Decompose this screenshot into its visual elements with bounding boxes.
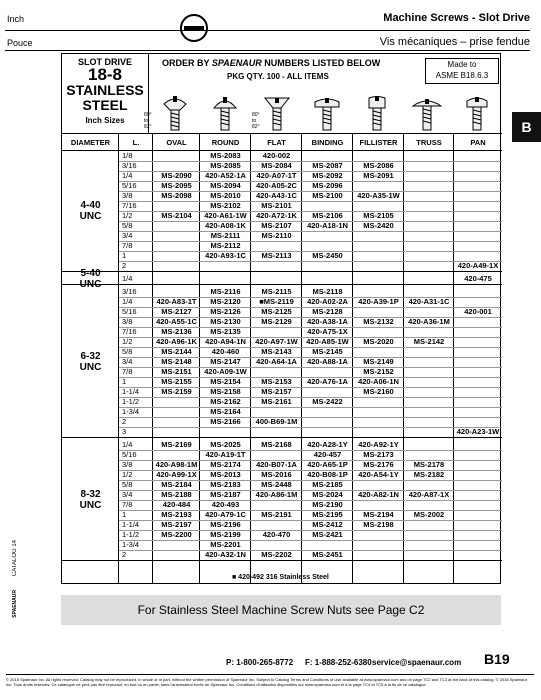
order-instruction: ORDER BY SPAENAUR NUMBERS LISTED BELOW	[162, 58, 381, 68]
part-number-cell: 400-B69-1M	[255, 417, 298, 426]
length-cell: 2	[122, 417, 127, 426]
table-row	[62, 427, 502, 437]
table-row	[62, 181, 502, 191]
part-number-cell: MS-2162	[210, 397, 241, 406]
part-number-cell: 420-484	[162, 500, 191, 509]
length-cell: 5/16	[122, 181, 137, 190]
part-number-cell: MS-2025	[210, 440, 241, 449]
material-label-2: STEEL	[82, 97, 128, 113]
part-number-cell: 420-A55-1C	[156, 317, 197, 326]
part-number-cell: MS-2197	[161, 520, 192, 529]
part-number-cell: MS-2421	[312, 530, 343, 539]
col-diameter: DIAMETER	[70, 138, 111, 147]
length-cell: 7/8	[122, 241, 133, 250]
part-number-cell: MS-2085	[210, 161, 241, 170]
footnote: ■ 420-492 316 Stainless Steel	[232, 574, 329, 581]
col-truss: TRUSS	[416, 138, 442, 147]
product-table	[61, 53, 501, 584]
standard-badge: Made to ASME B18.6.3	[425, 58, 499, 84]
table-row	[62, 367, 502, 377]
table-row	[62, 231, 502, 241]
table-row	[62, 500, 502, 510]
table-row	[62, 397, 502, 407]
grade-label: 18-8	[87, 65, 123, 84]
length-cell: 3	[122, 427, 127, 436]
pan-head-icon	[462, 94, 492, 132]
part-number-cell: MS-2013	[210, 470, 241, 479]
nuts-reference-note: For Stainless Steel Machine Screw Nuts see Page C2	[61, 595, 501, 625]
table-row	[62, 297, 502, 307]
part-number-cell: 420-A94-1N	[205, 337, 246, 346]
part-number-cell: MS-2160	[363, 387, 394, 396]
part-number-cell: MS-2147	[210, 357, 241, 366]
part-number-cell: 420-A79-1C	[205, 510, 246, 519]
table-row	[62, 221, 502, 231]
table-row	[62, 151, 502, 161]
part-number-cell: 420-A35-1W	[357, 191, 400, 200]
part-number-cell: 420-A92-1Y	[358, 440, 399, 449]
part-number-cell: MS-2084	[261, 161, 292, 170]
page-header	[0, 0, 541, 56]
table-row	[62, 261, 502, 271]
part-number-cell: 420-A85-1W	[306, 337, 349, 346]
diameter-label: 8-32 UNC	[79, 489, 102, 511]
material-label-1: STAINLESS	[66, 82, 144, 98]
part-number-cell: MS-2448	[261, 480, 292, 489]
length-cell: 1-3/4	[122, 407, 140, 416]
part-number-cell: MS-2451	[312, 550, 343, 559]
table-row	[62, 274, 502, 284]
phone-number[interactable]: P: 1-800-265-8772	[226, 658, 294, 667]
part-number-cell: MS-2198	[363, 520, 394, 529]
slot-drive-icon	[180, 14, 208, 42]
table-row	[62, 460, 502, 470]
truss-head-icon	[412, 94, 442, 132]
part-number-cell: 420-A97-1W	[255, 337, 298, 346]
oval-angle-label: 80° to 82°	[144, 112, 152, 130]
part-number-cell: 420-A38-1A	[307, 317, 348, 326]
table-row	[62, 211, 502, 221]
table-row	[62, 241, 502, 251]
length-cell: 7/8	[122, 367, 133, 376]
part-number-cell: MS-2154	[210, 377, 241, 386]
part-number-cell: 420-002	[262, 151, 291, 160]
part-number-cell: MS-2107	[261, 221, 292, 230]
table-row	[62, 470, 502, 480]
part-number-cell: 420-A08-1K	[205, 221, 246, 230]
column-header-row	[62, 134, 502, 151]
part-number-cell: 420-A06-1N	[358, 377, 399, 386]
part-number-cell: 420-A76-1A	[307, 377, 348, 386]
part-number-cell: MS-2169	[161, 440, 192, 449]
part-number-cell: MS-2173	[363, 450, 394, 459]
table-row	[62, 337, 502, 347]
part-number-cell: 420-475	[464, 274, 492, 283]
part-number-cell: MS-2083	[210, 151, 241, 160]
part-number-cell: MS-2168	[261, 440, 292, 449]
part-number-cell: MS-2190	[312, 500, 343, 509]
table-row	[62, 480, 502, 490]
header-divider-bottom	[5, 50, 530, 51]
part-number-cell: MS-2200	[161, 530, 192, 539]
page-title-fr: Vis mécaniques – prise fendue	[379, 36, 530, 48]
part-number-cell: MS-2128	[312, 307, 343, 316]
section-tab[interactable]: B	[512, 112, 541, 142]
part-number-cell: 420-A19-1T	[205, 450, 246, 459]
brand-name: SPAENAUR	[211, 58, 262, 68]
part-number-cell: MS-2135	[210, 327, 241, 336]
table-row	[62, 377, 502, 387]
table-row	[62, 417, 502, 427]
part-number-cell: MS-2184	[161, 480, 192, 489]
col-oval: OVAL	[166, 138, 187, 147]
part-number-cell: MS-2193	[161, 510, 192, 519]
length-cell: 1-1/4	[122, 520, 140, 529]
diameter-label: 6-32 UNC	[79, 351, 102, 373]
part-number-cell: MS-2100	[312, 191, 343, 200]
part-number-cell: MS-2420	[363, 221, 394, 230]
part-number-cell: 420-A52-1A	[205, 171, 246, 180]
part-number-cell: MS-2183	[210, 480, 241, 489]
length-cell: 1/4	[122, 297, 133, 306]
part-number-cell: MS-2125	[261, 307, 292, 316]
part-number-cell: MS-2132	[363, 317, 394, 326]
length-cell: 3/8	[122, 191, 133, 200]
part-number-cell: 420-A82-1N	[358, 490, 399, 499]
part-number-cell: 420-A86-1M	[255, 490, 298, 499]
table-row	[62, 327, 502, 337]
oval-head-icon	[160, 94, 190, 132]
part-number-cell: MS-2126	[210, 307, 241, 316]
col-length: L.	[132, 138, 140, 147]
length-cell: 1-3/4	[122, 540, 140, 549]
part-number-cell: 420-493	[211, 500, 240, 509]
length-cell: 1-1/2	[122, 397, 140, 406]
part-number-cell: MS-2101	[261, 201, 292, 210]
part-number-cell: MS-2142	[413, 337, 445, 346]
part-number-cell: MS-2091	[363, 171, 394, 180]
length-cell: 1/4	[122, 171, 133, 180]
length-cell: 1	[122, 251, 127, 260]
pouce-label: Pouce	[7, 38, 33, 48]
col-pan: PAN	[470, 138, 486, 147]
part-number-cell: 420-A83-1T	[156, 297, 197, 306]
part-number-cell: 420-A87-1X	[408, 490, 450, 499]
table-row	[62, 440, 502, 450]
part-number-cell: MS-2161	[261, 397, 292, 406]
length-cell: 1-1/4	[122, 387, 140, 396]
group-separator	[62, 271, 502, 272]
part-number-cell: 420-A36-1M	[408, 317, 450, 326]
part-number-cell: MS-2113	[261, 251, 292, 260]
part-number-cell: MS-2098	[161, 191, 192, 200]
part-number-cell: MS-2185	[312, 480, 343, 489]
length-cell: 1/4	[122, 440, 133, 449]
group-separator	[62, 284, 502, 285]
length-cell: 3/4	[122, 490, 133, 499]
brand-logo: SPAENAUR	[12, 590, 18, 618]
part-number-cell: MS-2120	[210, 297, 241, 306]
part-number-cell: 420-A88-1A	[307, 357, 348, 366]
part-number-cell: 420-A98-1M	[155, 460, 198, 469]
catalog-label: CATALOG 14	[12, 540, 18, 577]
table-row	[62, 530, 502, 540]
length-cell: 2	[122, 550, 127, 559]
table-row	[62, 191, 502, 201]
part-number-cell: 420-A31-1C	[408, 297, 450, 306]
length-cell: 5/16	[122, 307, 137, 316]
inch-label: Inch	[7, 14, 25, 24]
part-number-cell: MS-2412	[312, 520, 343, 529]
length-cell: 7/16	[122, 201, 137, 210]
part-number-cell: MS-2102	[210, 201, 241, 210]
table-row	[62, 387, 502, 397]
part-number-cell: MS-2104	[161, 211, 192, 220]
col-flat: FLAT	[267, 138, 286, 147]
part-number-cell: MS-2199	[210, 530, 241, 539]
part-number-cell: 420-A93-1C	[205, 251, 246, 260]
part-number-cell: MS-2020	[363, 337, 394, 346]
table-row	[62, 347, 502, 357]
copyright-notice: © 2018 Spaenaur Inc. All rights reserved. Catalog may not be reproduced, in whole or in part, without the written permission of Spaenaur Inc. Subject to Catalog Terms and Conditions of Use available at www.spaenaur.com and on page TC2 and TC3 at the back of this catalog. © 2018 Spaenaur Inc. Tous droits réservés. Ce catalogue ne peut pas être reproduit, en tout ou en partie, sans l'autorisation écrite de Spaenaur Inc. Conditions d'utilisation disponibles sur www.spaenaur.com et à la page TC4 et TC5 à la fin de ce catalogue.	[6, 674, 534, 687]
length-cell: 3/16	[122, 161, 137, 170]
part-number-cell: 420-457	[313, 450, 342, 459]
part-number-cell: MS-2149	[363, 357, 394, 366]
diameter-label: 5-40 UNC	[79, 268, 102, 290]
part-number-cell: 420-A18-1N	[307, 221, 348, 230]
part-number-cell: MS-2187	[210, 490, 241, 499]
table-row	[62, 510, 502, 520]
part-number-cell: MS-2196	[210, 520, 241, 529]
slot-drive-label: SLOT DRIVE	[77, 57, 132, 67]
part-number-cell: MS-2115	[261, 287, 292, 296]
length-cell: 7/8	[122, 500, 133, 509]
part-number-cell: 420-470	[262, 530, 291, 539]
part-number-cell: MS-2116	[210, 287, 241, 296]
part-number-cell: 420-A28-1Y	[307, 440, 348, 449]
part-number-cell: 420-A32-1N	[205, 550, 246, 559]
part-number-cell: MS-2144	[161, 347, 192, 356]
part-number-cell: 420-A61-1W	[204, 211, 247, 220]
part-number-cell: 420-A96-1K	[156, 337, 197, 346]
part-number-cell: MS-2151	[161, 367, 192, 376]
part-number-cell: MS-2130	[210, 317, 241, 326]
group-separator	[62, 437, 502, 438]
part-number-cell: MS-2111	[210, 231, 241, 240]
part-number-cell: 420-A49-1X	[457, 261, 499, 270]
diameter-label: 4-40 UNC	[79, 200, 102, 222]
page-number: B19	[484, 651, 510, 667]
table-row	[62, 450, 502, 460]
part-number-cell: MS-2202	[261, 550, 292, 559]
part-number-cell: MS-2191	[261, 510, 292, 519]
table-row	[62, 540, 502, 550]
col-binding: BINDING	[311, 138, 344, 147]
part-number-cell: MS-2174	[210, 460, 241, 469]
part-number-cell: MS-2106	[312, 211, 343, 220]
part-number-cell: MS-2178	[413, 460, 445, 469]
table-row	[62, 287, 502, 297]
length-cell: 3/8	[122, 460, 133, 469]
part-number-cell: MS-2002	[413, 510, 445, 519]
part-number-cell: 420-B08-1P	[307, 470, 348, 479]
table-row	[62, 171, 502, 181]
table-header-box	[62, 54, 502, 134]
part-number-cell: MS-2188	[161, 490, 192, 499]
email-link[interactable]: service@spaenaur.com	[372, 658, 462, 667]
part-number-cell: MS-2092	[312, 171, 343, 180]
length-cell: 2	[122, 261, 127, 270]
part-number-cell: MS-2096	[312, 181, 343, 190]
part-number-cell: MS-2195	[312, 510, 343, 519]
binding-head-icon	[312, 94, 342, 132]
part-number-cell: 420-A43-1C	[256, 191, 297, 200]
length-cell: 1/2	[122, 337, 133, 346]
part-number-cell: MS-2148	[161, 357, 192, 366]
part-number-cell: MS-2118	[312, 287, 343, 296]
part-number-cell: MS-2129	[261, 317, 292, 326]
part-number-cell: MS-2090	[161, 171, 192, 180]
part-number-cell: MS-2450	[312, 251, 343, 260]
part-number-cell: MS-2182	[413, 470, 445, 479]
part-number-cell: MS-2016	[261, 470, 292, 479]
length-cell: 1-1/2	[122, 530, 140, 539]
part-number-cell: 420-A09-1W	[204, 367, 247, 376]
product-title-box	[62, 54, 149, 133]
part-number-cell: MS-2145	[312, 347, 343, 356]
length-cell: 1/4	[122, 274, 133, 283]
part-number-cell: 420-001	[464, 307, 492, 316]
part-number-cell: MS-2153	[261, 377, 292, 386]
part-number-cell: MS-2166	[210, 417, 241, 426]
part-number-cell: MS-2112	[210, 241, 241, 250]
part-number-cell: 420-A99-1X	[156, 470, 197, 479]
table-row	[62, 251, 502, 261]
col-round: ROUND	[211, 138, 240, 147]
table-row	[62, 550, 502, 560]
col-fillister: FILLISTER	[359, 138, 398, 147]
part-number-cell: MS-2164	[210, 407, 241, 416]
part-number-cell: MS-2176	[363, 460, 394, 469]
part-number-cell: MS-2158	[210, 387, 241, 396]
flat-head-icon	[262, 94, 292, 132]
length-cell: 1/8	[122, 151, 133, 160]
part-number-cell: 420-A54-1Y	[358, 470, 399, 479]
part-number-cell: MS-2194	[363, 510, 394, 519]
part-number-cell: 420-B07-1A	[256, 460, 297, 469]
length-cell: 1	[122, 510, 127, 519]
part-number-cell: MS-2422	[312, 397, 343, 406]
flat-angle-label: 80° to 82°	[252, 112, 260, 130]
table-row	[62, 357, 502, 367]
part-number-cell: MS-2127	[161, 307, 192, 316]
part-number-cell: MS-2095	[161, 181, 192, 190]
part-number-cell: 420-A02-2A	[307, 297, 348, 306]
part-number-cell: 420-A72-1K	[256, 211, 297, 220]
fax-number: F: 1-888-252-6380	[305, 658, 372, 667]
size-system-label: Inch Sizes	[85, 116, 125, 125]
part-number-cell: MS-2087	[312, 161, 343, 170]
part-number-cell: MS-2157	[261, 387, 292, 396]
length-cell: 3/8	[122, 317, 133, 326]
part-number-cell: MS-2143	[261, 347, 292, 356]
length-cell: 1/2	[122, 211, 133, 220]
part-number-cell: MS-2136	[161, 327, 192, 336]
part-number-cell: MS-2094	[210, 181, 241, 190]
part-number-cell: 420-A05-2C	[256, 181, 297, 190]
header-divider	[5, 30, 530, 31]
length-cell: 5/16	[122, 450, 137, 459]
group-separator	[62, 560, 502, 561]
length-cell: 5/8	[122, 347, 133, 356]
table-row	[62, 161, 502, 171]
length-cell: 1/2	[122, 470, 133, 479]
part-number-cell: ■MS-2119	[259, 297, 294, 306]
package-quantity: PKG QTY. 100 - ALL ITEMS	[227, 72, 329, 81]
length-cell: 3/16	[122, 287, 137, 296]
part-number-cell: MS-2010	[210, 191, 241, 200]
part-number-cell: 420-A23-1W	[456, 427, 500, 436]
part-number-cell: 420-A64-1A	[256, 357, 297, 366]
length-cell: 7/16	[122, 327, 137, 336]
part-number-cell: MS-2024	[312, 490, 343, 499]
part-number-cell: MS-2105	[363, 211, 394, 220]
table-row	[62, 307, 502, 317]
table-row	[62, 407, 502, 417]
part-number-cell: MS-2159	[161, 387, 192, 396]
length-cell: 1	[122, 377, 127, 386]
length-cell: 3/4	[122, 357, 133, 366]
table-row	[62, 201, 502, 211]
length-cell: 3/4	[122, 231, 133, 240]
part-number-cell: MS-2155	[161, 377, 192, 386]
part-number-cell: MS-2201	[210, 540, 241, 549]
fillister-head-icon	[362, 94, 392, 132]
page-title: Machine Screws - Slot Drive	[383, 12, 530, 24]
part-number-cell: 420-A75-1X	[307, 327, 348, 336]
table-row	[62, 317, 502, 327]
table-row	[62, 490, 502, 500]
part-number-cell: 420-A39-1P	[358, 297, 399, 306]
table-row	[62, 520, 502, 530]
round-head-icon	[210, 94, 240, 132]
length-cell: 5/8	[122, 221, 133, 230]
part-number-cell: 420-460	[211, 347, 240, 356]
part-number-cell: 420-A65-1P	[307, 460, 348, 469]
part-number-cell: MS-2110	[261, 231, 292, 240]
part-number-cell: MS-2086	[363, 161, 394, 170]
length-cell: 5/8	[122, 480, 133, 489]
part-number-cell: 420-A07-1T	[256, 171, 297, 180]
part-number-cell: MS-2152	[363, 367, 394, 376]
